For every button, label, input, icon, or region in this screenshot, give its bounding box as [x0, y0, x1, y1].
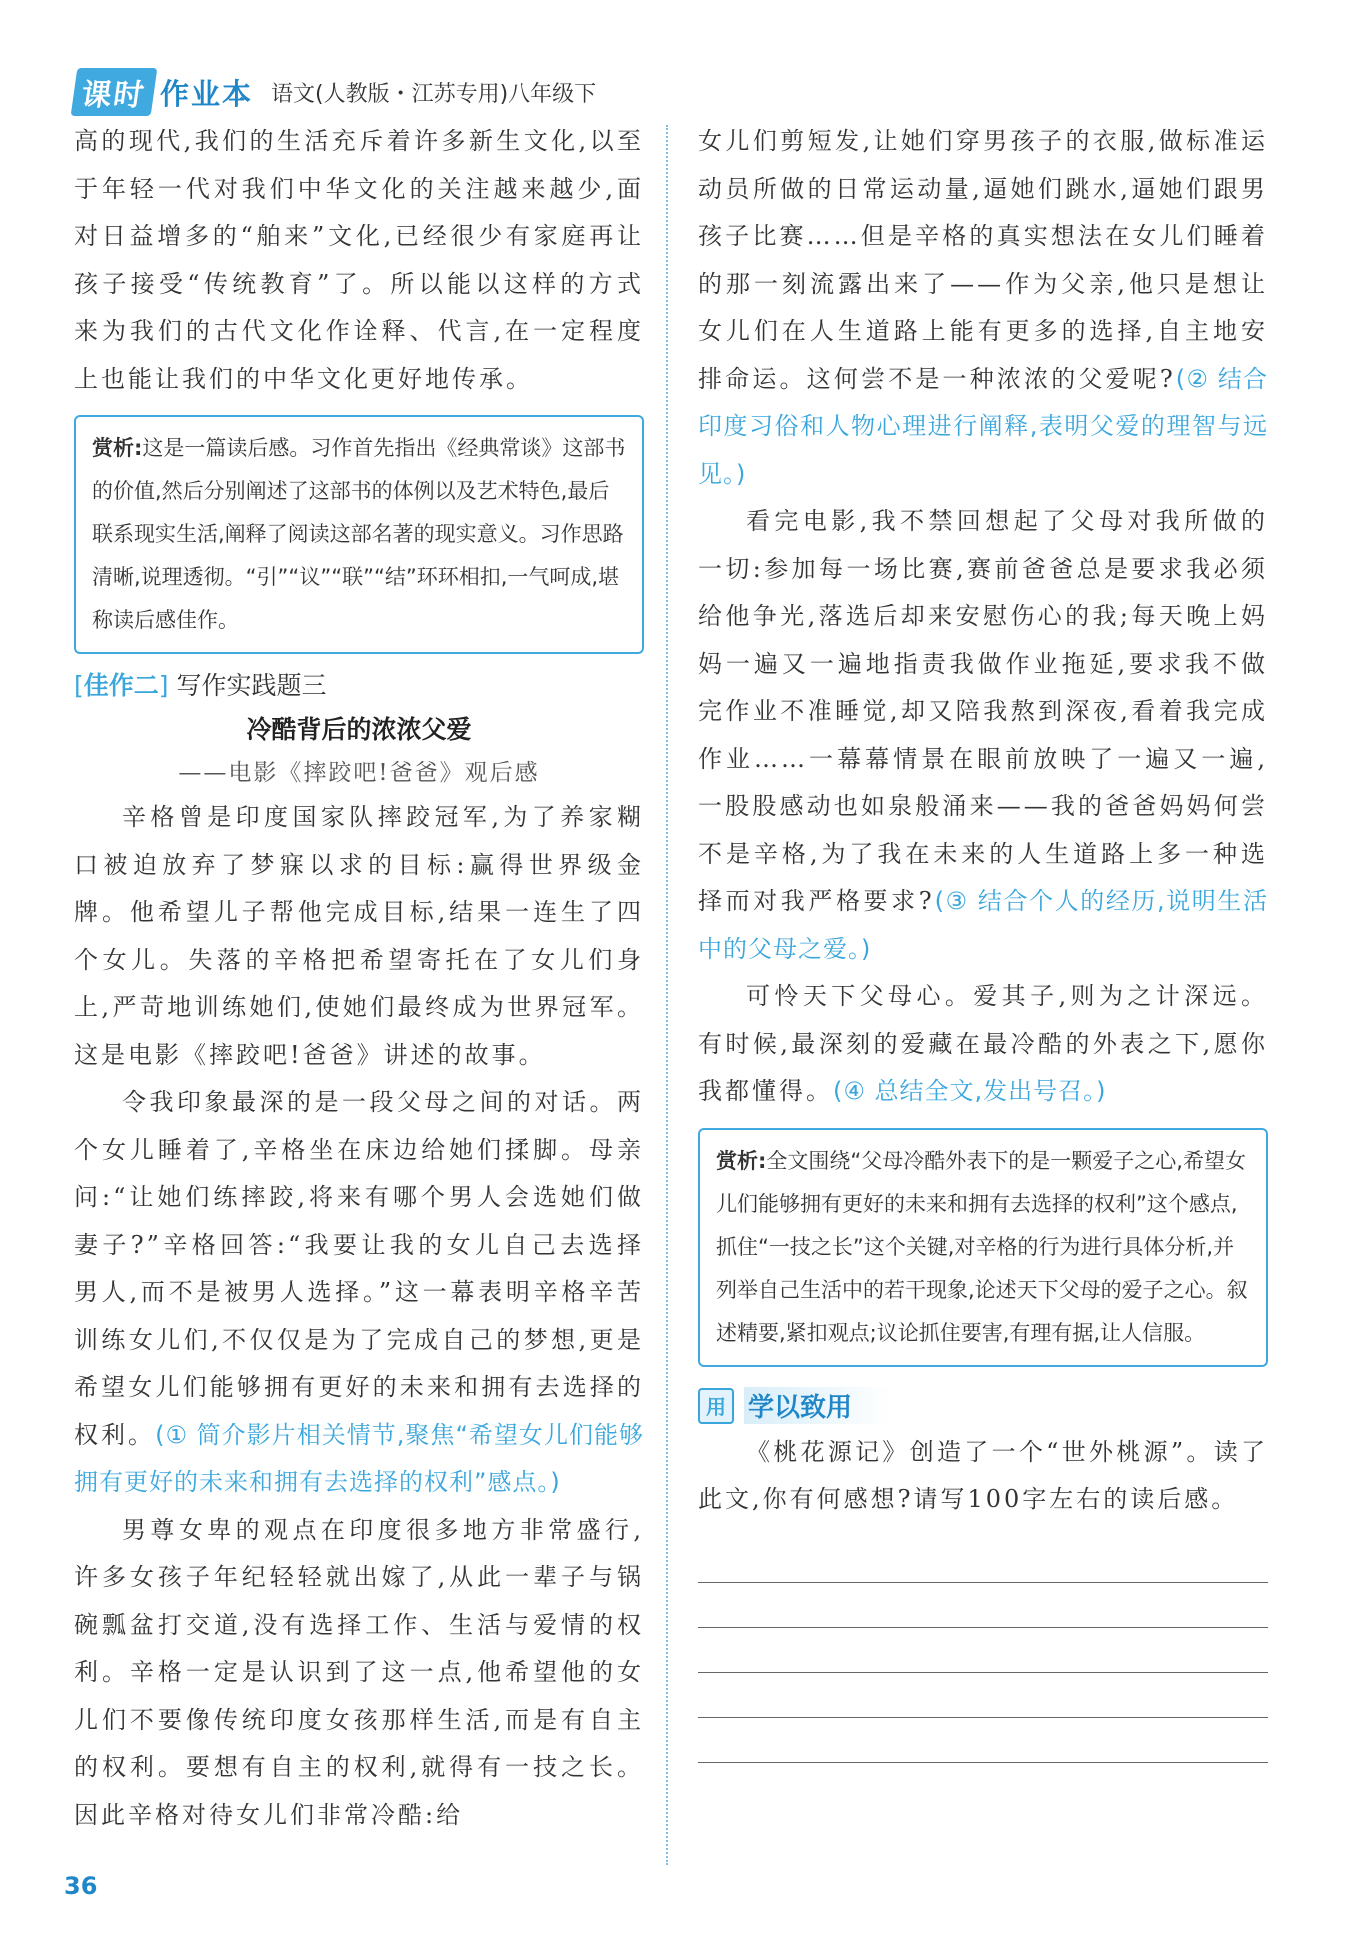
- subject-label: 语文(人教版・江苏专用)八年级下: [271, 81, 597, 107]
- appreciation-text: 全文围绕“父母冷酷外表下的是一颗爱子之心,希望女儿们能够拥有更好的未来和拥有去选择的权利”这个感点,抓住“一技之长”这个关键,对辛格的行为进行具体分析,并列举自己生活中的若干现象,论述天下父母的爱子之心。叙述精要,紧扣观点;议论抓住要害,有理有据,让人信服。: [716, 1148, 1248, 1345]
- section-tag: 佳作二: [83, 671, 159, 700]
- annotation-note-1: (① 简介影片相关情节,聚焦“希望女儿们能够拥有更好的未来和拥有去选择的权利”感点。): [74, 1420, 645, 1496]
- appreciation-label: 赏析:: [716, 1148, 767, 1173]
- answer-line[interactable]: [698, 1538, 1268, 1583]
- answer-line[interactable]: [698, 1583, 1268, 1628]
- exercise-question: 《桃花源记》创造了一个“世外桃源”。读了此文,你有何感想?请写100字左右的读后感。: [698, 1437, 1268, 1513]
- annotation-note-2: (② 结合印度习俗和人物心理进行阐释,表明父爱的理智与远见。): [698, 364, 1268, 488]
- paragraph-text: 可怜天下父母心。爱其子,则为之计深远。有时候,最深刻的爱藏在最冷酷的外表之下,愿你我都懂得。: [698, 982, 1268, 1105]
- bracket-right: ]: [158, 671, 169, 700]
- section-heading: [74, 664, 644, 708]
- annotation-note-3: (③ 结合个人的经历,说明生活中的父母之爱。): [698, 887, 1268, 963]
- answer-line[interactable]: [698, 1718, 1268, 1763]
- essay-subtitle: ——电影《摔跤吧!爸爸》观后感: [178, 760, 540, 786]
- left-column: [74, 118, 644, 1839]
- essay-paragraph-2: [74, 1079, 644, 1507]
- section-title: 写作实践题三: [176, 671, 327, 700]
- page-header: [74, 70, 596, 114]
- apply-section-heading: [698, 1383, 1268, 1429]
- paragraph-continued: 高的现代,我们的生活充斥着许多新生文化,以至于年轻一代对我们中华文化的关注越来越少,面对日益增多的“舶来”文化,已经很少有家庭再让孩子接受“传统教育”了。所以能以这样的方式来为我们的古代文化作诠释、代言,在一定程度上也能让我们的中华文化更好地传承。: [74, 127, 644, 393]
- essay-paragraph-3-cont: [698, 118, 1268, 498]
- page-number: 36: [64, 1872, 98, 1900]
- paragraph-text: 女儿们剪短发,让她们穿男孩子的衣服,做标准运动员所做的日常运动量,逼她们跳水,逼她们跟男孩子比赛……但是辛格的真实想法在女儿们睡着的那一刻流露出来了——作为父亲,他只是想让女儿们在人生道路上能有更多的选择,自主地安排命运。这何尝不是一种浓浓的父爱呢?: [698, 127, 1268, 393]
- essay-paragraph-3: 男尊女卑的观点在印度很多地方非常盛行,许多女孩子年纪轻轻就出嫁了,从此一辈子与锅碗瓢盆打交道,没有选择工作、生活与爱情的权利。辛格一定是认识到了这一点,他希望他的女儿们不要像传统印度女孩那样生活,而是有自主的权利。要想有自主的权利,就得有一技之长。因此辛格对待女儿们非常冷酷:给: [74, 1515, 644, 1829]
- logo-badge: 课时: [71, 68, 158, 116]
- right-column: [698, 118, 1268, 1763]
- apply-icon: 用: [698, 1388, 734, 1424]
- bracket-left: [: [74, 671, 84, 700]
- apply-title: 学以致用: [744, 1387, 892, 1424]
- column-divider: [666, 125, 668, 1865]
- appreciation-box-1: [74, 415, 644, 654]
- annotation-note-4: (④ 总结全文,发出号召。): [833, 1077, 1107, 1105]
- paragraph-text: 令我印象最深的是一段父母之间的对话。两个女儿睡着了,辛格坐在床边给她们揉脚。母亲问:“让她们练摔跤,将来有哪个男人会选她们做妻子?”辛格回答:“我要让我的女儿自己去选择男人,而不是被男人选择。”这一幕表明辛格辛苦训练女儿们,不仅仅是为了完成自己的梦想,更是希望女儿们能够拥有更好的未来和拥有去选择的权利。: [74, 1088, 644, 1449]
- essay-paragraph-5: [698, 973, 1268, 1116]
- logo-text: 作业本: [160, 76, 254, 111]
- paragraph-text: 看完电影,我不禁回想起了父母对我所做的一切:参加每一场比赛,赛前爸爸总是要求我必须给他争光,落选后却来安慰伤心的我;每天晚上妈妈一遍又一遍地指责我做作业拖延,要求我不做完作业不准睡觉,却又陪我熬到深夜,看着我完成作业……一幕幕情景在眼前放映了一遍又一遍,一股股感动也如泉般涌来——我的爸爸妈妈何尝不是辛格,为了我在未来的人生道路上多一种选择而对我严格要求?: [698, 507, 1268, 915]
- essay-paragraph-4: [698, 498, 1268, 973]
- answer-line[interactable]: [698, 1628, 1268, 1673]
- appreciation-text: 这是一篇读后感。习作首先指出《经典常谈》这部书的价值,然后分别阐述了这部书的体例以及艺术特色,最后联系现实生活,阐释了阅读这部名著的现实意义。习作思路清晰,说理透彻。“引”“议”“联”“结”环环相扣,一气呵成,堪称读后感佳作。: [92, 436, 626, 632]
- appreciation-label: 赏析:: [92, 436, 143, 460]
- essay-title: 冷酷背后的浓浓父爱: [246, 715, 472, 744]
- essay-paragraph-1: 辛格曾是印度国家队摔跤冠军,为了养家糊口被迫放弃了梦寐以求的目标:赢得世界级金牌。他希望儿子帮他完成目标,结果一连生了四个女儿。失落的辛格把希望寄托在了女儿们身上,严苛地训练她们,使她们最终成为世界冠军。这是电影《摔跤吧!爸爸》讲述的故事。: [74, 803, 644, 1069]
- answer-lines: [698, 1538, 1268, 1763]
- answer-line[interactable]: [698, 1673, 1268, 1718]
- appreciation-box-2: [698, 1128, 1268, 1367]
